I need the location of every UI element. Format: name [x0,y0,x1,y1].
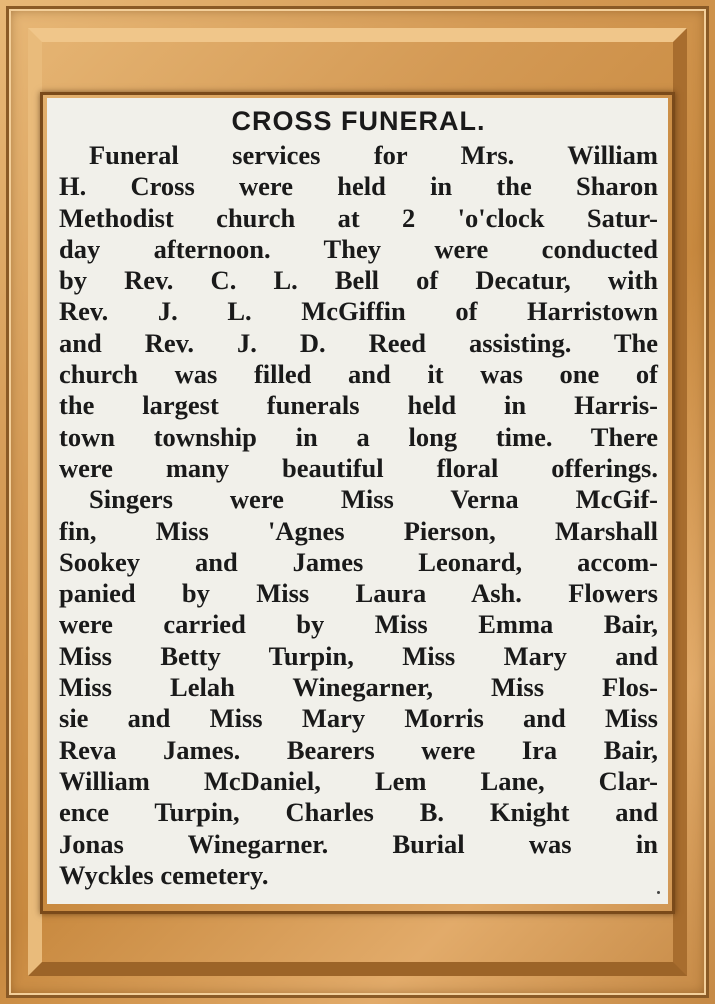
text-line: H. Cross were held in the Sharon [59,171,658,202]
text-line: Miss Betty Turpin, Miss Mary and [59,640,658,671]
text-line: fin, Miss 'Agnes Pierson, Marshall [59,515,658,546]
print-speck [657,891,660,894]
text-line: the largest funerals held in Harris- [59,390,658,421]
text-line: day afternoon. They were conducted [59,233,658,264]
text-line: Funeral services for Mrs. William [89,140,658,170]
text-line: Rev. J. L. McGiffin of Harristown [59,296,658,327]
text-line: town township in a long time. There [59,421,658,452]
text-line: church was filled and it was one of [59,359,658,390]
article-headline: CROSS FUNERAL. [231,106,486,136]
text-line: were carried by Miss Emma Bair, [59,609,658,640]
newspaper-clipping [47,98,668,904]
article-paragraph-1 [59,140,658,484]
text-line: Sookey and James Leonard, accom- [59,546,658,577]
text-line: were many beautiful floral offerings. [59,452,658,483]
text-line: Reva James. Bearers were Ira Bair, [59,734,658,765]
text-line: Jonas Winegarner. Burial was in [59,828,658,859]
text-line: ence Turpin, Charles B. Knight and [59,797,658,828]
text-line: Singers were Miss Verna McGif- [89,484,658,515]
text-line: sie and Miss Mary Morris and Miss [59,703,658,734]
text-line: by Rev. C. L. Bell of Decatur, with [59,265,658,296]
text-line: panied by Miss Laura Ash. Flowers [59,578,658,609]
text-line: Wyckles cemetery. [59,859,269,890]
text-line: Methodist church at 2 'o'clock Satur- [59,202,658,233]
article-paragraph-2 [59,484,658,891]
text-line: William McDaniel, Lem Lane, Clar- [59,765,658,796]
text-line: Miss Lelah Winegarner, Miss Flos- [59,672,658,703]
text-line: and Rev. J. D. Reed assisting. The [59,327,658,358]
